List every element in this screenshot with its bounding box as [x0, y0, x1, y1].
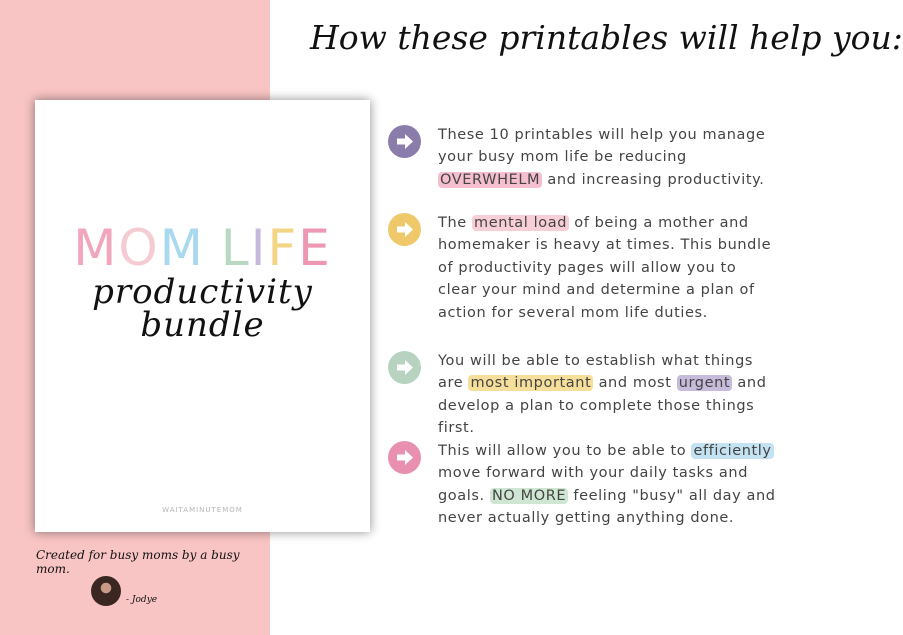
highlighted-phrase: urgent [678, 375, 731, 392]
cover-title [35, 220, 370, 276]
cover-title-letter: E [298, 219, 332, 277]
highlighted-phrase: most important [470, 375, 592, 392]
benefit-text-segment: of being a mother and homemaker is heavy at times. This bundle of productivity pages will allow you to clear your mind and determine a plan of action for several mom life duties. [438, 215, 772, 321]
benefit-text-segment: feeling "busy" all day and never actually getting anything done. [438, 487, 776, 527]
cover-title-letter: L [220, 219, 251, 277]
right-arrow-icon [388, 441, 421, 474]
page-heading: How these printables will help you: [310, 18, 903, 57]
benefit-text-segment: The [438, 215, 472, 231]
benefit-text [438, 215, 771, 321]
benefit-item [388, 124, 778, 191]
benefit-text [438, 127, 765, 188]
cover-subtitle-line2: bundle [140, 305, 265, 345]
highlighted-phrase: NO MORE [491, 487, 567, 504]
highlighted-phrase: efficiently [693, 443, 772, 459]
highlighted-phrase: mental load [473, 215, 568, 231]
benefit-item [388, 212, 778, 324]
benefit-text-segment: and develop a plan to complete those things first. [438, 375, 767, 437]
right-arrow-icon [388, 351, 421, 384]
created-by-caption: Created for busy moms by a busy mom. [36, 548, 240, 576]
right-arrow-icon [388, 125, 421, 158]
cover-title-letter: O [118, 219, 160, 277]
benefit-item [388, 440, 778, 530]
benefit-text-segment: These 10 printables will help you manage your busy mom life be reducing [438, 127, 766, 166]
cover-title-letter: I [250, 219, 268, 277]
benefit-text-segment: You will be able to establish what things are [438, 353, 754, 392]
benefit-text-segment: move forward with your daily tasks and goals. [438, 465, 748, 504]
benefit-text [438, 353, 767, 436]
cover-title-letter: M [159, 219, 205, 277]
benefit-text-segment: and increasing productivity. [542, 171, 765, 188]
right-arrow-icon [388, 213, 421, 246]
benefit-text-segment: This will allow you to be able to [438, 443, 692, 459]
product-cover [35, 100, 370, 532]
signature: - Jodye [126, 595, 158, 605]
cover-brand: WAITAMINUTEMOM [162, 506, 243, 514]
cover-title-letter: M [73, 219, 119, 277]
avatar [91, 576, 121, 606]
benefit-item [388, 350, 778, 440]
highlighted-phrase: OVERWHELM [440, 171, 541, 188]
benefit-text-segment: and most [593, 375, 677, 392]
cover-title-letter: F [267, 219, 299, 277]
cover-title-letter [205, 220, 221, 276]
benefit-text [438, 443, 776, 526]
cover-subtitle-line1: productivity [92, 272, 313, 312]
